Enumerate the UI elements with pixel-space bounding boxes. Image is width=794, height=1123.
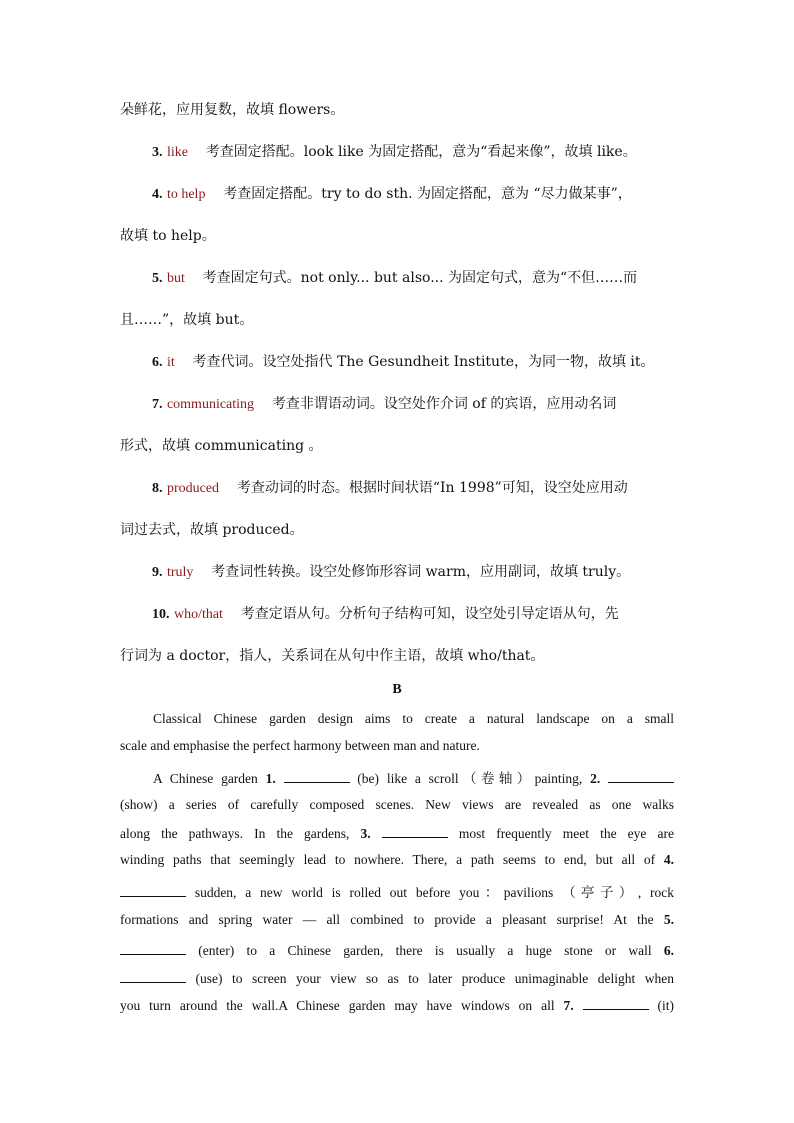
passage-line: Classical Chinese garden design aims to create a natural landscape on a small — [153, 711, 674, 726]
blank-4 — [120, 884, 186, 897]
explanation-cont: 且……”，故填 but。 — [120, 312, 254, 328]
explanation: 考查定语从句。分析句子结构可知，设空处引导定语从句，先 — [240, 606, 619, 622]
answer-word: but — [166, 271, 185, 286]
item-number: 10. — [152, 607, 170, 622]
explanation: 考查词性转换。设空处修饰形容词 warm，应用副词，故填 truly。 — [211, 564, 631, 580]
passage-line: (use) to screen your view so as to later produce unimaginable delight when — [120, 970, 674, 987]
answer-word: communicating — [166, 397, 255, 412]
explanation-cont: 形式，故填 communicating 。 — [120, 438, 323, 454]
explanation-cont: 词过去式，故填 produced。 — [120, 522, 304, 538]
blank-number: 3. — [360, 826, 371, 841]
answer-word: who/that — [173, 607, 223, 622]
passage-line: sudden, a new world is rolled out before you：pavilions （亭子）, rock — [120, 881, 674, 901]
item-number: 8. — [152, 481, 163, 496]
blank-1 — [284, 770, 350, 783]
answer-word: it — [166, 355, 175, 370]
answer-word: truly — [166, 565, 194, 580]
passage-line: winding paths that seemingly lead to nowhere. There, a path seems to end, but all of 4. — [120, 852, 674, 867]
blank-number: 4. — [663, 852, 674, 867]
blank-3 — [382, 825, 448, 838]
passage-line: you turn around the wall.A Chinese garden may have windows on all 7. (it) — [120, 998, 675, 1013]
passage-line: scale and emphasise the perfect harmony between man and nature. — [120, 738, 480, 753]
answer-word: like — [166, 145, 188, 160]
blank-number: 1. — [265, 771, 276, 786]
item-number: 5. — [152, 271, 163, 286]
blank-number: 2. — [590, 771, 601, 786]
continuation-line: 朵鲜花，应用复数，故填 flowers。 — [120, 102, 345, 118]
explanation: 考查动词的时态。根据时间状语“In 1998”可知，设空处应用动 — [236, 480, 628, 496]
passage-line: formations and spring water — all combined to provide a pleasant surprise! At the 5. — [120, 912, 674, 927]
passage-line: (show) a series of carefully composed scenes. New views are revealed as one walks — [120, 797, 674, 812]
item-number: 4. — [152, 187, 163, 202]
answer-item — [152, 184, 632, 205]
section-heading: B — [392, 682, 402, 697]
answer-item — [152, 562, 630, 583]
item-number: 6. — [152, 355, 163, 370]
explanation: 考查固定搭配。try to do sth. 为固定搭配，意为 “尽力做某事”， — [223, 186, 632, 202]
explanation-cont: 故填 to help。 — [120, 228, 216, 244]
blank-6 — [120, 970, 186, 983]
item-number: 7. — [152, 397, 163, 412]
answer-item — [152, 142, 637, 163]
answer-word: to help — [166, 187, 206, 202]
blank-5 — [120, 942, 186, 955]
blank-number: 5. — [663, 912, 674, 927]
explanation: 考查非谓语动词。设空处作介词 of 的宾语，应用动名词 — [271, 396, 617, 412]
passage-line: (enter) to a Chinese garden, there is usually a huge stone or wall 6. — [120, 942, 674, 959]
explanation-cont: 行词为 a doctor，指人，关系词在从句中作主语，故填 who/that。 — [120, 648, 545, 664]
explanation: 考查代词。设空处指代 The Gesundheit Institute，为同一物，故填 it。 — [192, 354, 655, 370]
blank-number: 6. — [663, 943, 674, 958]
explanation: 考查固定搭配。look like 为固定搭配，意为“看起来像”，故填 like。 — [205, 144, 637, 160]
answer-item — [152, 478, 628, 499]
item-number: 3. — [152, 145, 163, 160]
blank-7 — [583, 997, 649, 1010]
answer-word: produced — [166, 481, 220, 496]
answer-item — [152, 394, 616, 415]
blank-number: 7. — [563, 998, 574, 1013]
answer-item — [152, 604, 619, 625]
item-number: 9. — [152, 565, 163, 580]
answer-item — [152, 268, 637, 289]
answer-item — [152, 352, 655, 373]
passage-line: A Chinese garden 1. (be) like a scroll（卷轴）painting, 2. — [153, 767, 674, 787]
passage-line: along the pathways. In the gardens, 3. most frequently meet the eye are — [120, 826, 674, 841]
explanation: 考查固定句式。not only... but also... 为固定句式，意为“不但……而 — [202, 270, 638, 286]
blank-2 — [608, 770, 674, 783]
